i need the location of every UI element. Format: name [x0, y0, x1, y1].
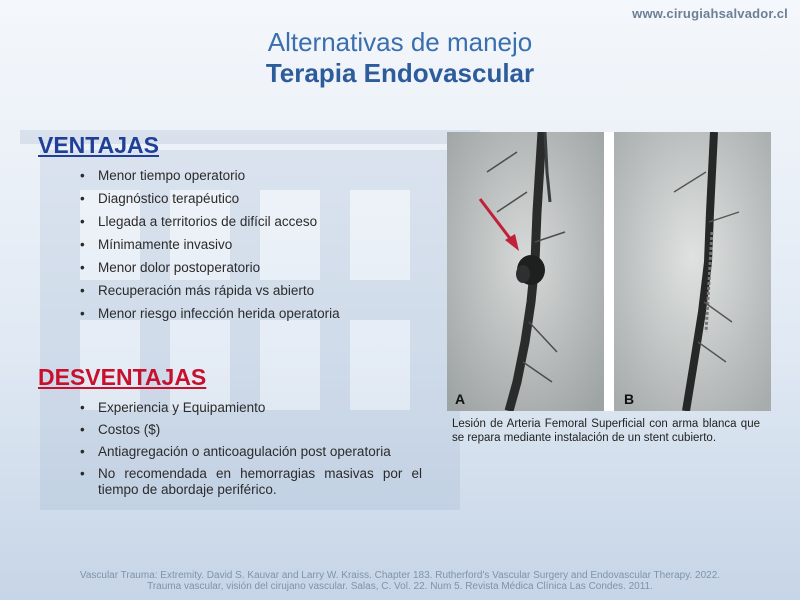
- angiography-figure: [447, 132, 771, 411]
- list-item-text: Llegada a territorios de difícil acceso: [98, 214, 318, 229]
- angiogram-panel-b: [614, 132, 771, 411]
- angiogram-panel-a: [447, 132, 604, 411]
- bullet-icon: •: [80, 260, 85, 275]
- list-item-text: Recuperación más rápida vs abierto: [98, 283, 315, 298]
- list-item-text: Costos ($): [98, 422, 161, 437]
- website-url: www.cirugiahsalvador.cl: [632, 6, 788, 21]
- bullet-icon: •: [80, 444, 85, 459]
- list-item: [76, 283, 416, 306]
- panel-a-label: A: [455, 391, 466, 407]
- bullet-icon: •: [80, 306, 85, 321]
- bullet-icon: •: [80, 422, 85, 437]
- references: [0, 570, 800, 592]
- list-item: [76, 260, 416, 283]
- list-item: [76, 237, 416, 260]
- list-item: [76, 422, 422, 438]
- list-item-text: Diagnóstico terapéutico: [98, 191, 240, 206]
- bullet-icon: •: [80, 466, 85, 481]
- bullet-icon: •: [80, 191, 85, 206]
- bullet-icon: •: [80, 237, 85, 252]
- figure-caption: Lesión de Arteria Femoral Superficial con arma blanca que se repara mediante instalación de un stent cubierto.: [452, 418, 760, 444]
- list-item-text: No recomendada en hemorragias masivas por el tiempo de abordaje periférico.: [98, 466, 422, 497]
- list-item: [76, 306, 416, 329]
- bullet-icon: •: [80, 400, 85, 415]
- panel-b-label: B: [624, 391, 635, 407]
- ventajas-heading: VENTAJAS: [38, 132, 159, 158]
- list-item: [76, 191, 416, 214]
- bullet-icon: •: [80, 214, 85, 229]
- ventajas-list: [76, 168, 416, 329]
- list-item: [76, 444, 422, 460]
- list-item: [76, 168, 416, 191]
- list-item-text: Menor dolor postoperatorio: [98, 260, 261, 275]
- reference-line: Trauma vascular, visión del cirujano vascular. Salas, C. Vol. 22. Num 5. Revista Médica Clínica Las Condes. 2011.: [147, 581, 653, 592]
- bullet-icon: •: [80, 168, 85, 183]
- list-item: [76, 400, 422, 416]
- bullet-icon: •: [80, 283, 85, 298]
- list-item: [76, 214, 416, 237]
- reference-line: Vascular Trauma: Extremity. David S. Kauvar and Larry W. Kraiss. Chapter 183. Rutherford's Vascular Surgery and Endovascular Therapy. 2022.: [79, 570, 721, 581]
- slide-subtitle: Terapia Endovascular: [265, 58, 535, 88]
- list-item-text: Antiagregación o anticoagulación post operatoria: [98, 444, 391, 459]
- desventajas-list: [76, 400, 422, 504]
- desventajas-heading: DESVENTAJAS: [38, 364, 207, 390]
- list-item-text: Experiencia y Equipamiento: [98, 400, 266, 415]
- list-item-text: Mínimamente invasivo: [98, 237, 233, 252]
- list-item: [76, 466, 422, 498]
- slide-title: Alternativas de manejo: [267, 27, 533, 57]
- list-item-text: Menor riesgo infección herida operatoria: [98, 306, 340, 321]
- list-item-text: Menor tiempo operatorio: [98, 168, 246, 183]
